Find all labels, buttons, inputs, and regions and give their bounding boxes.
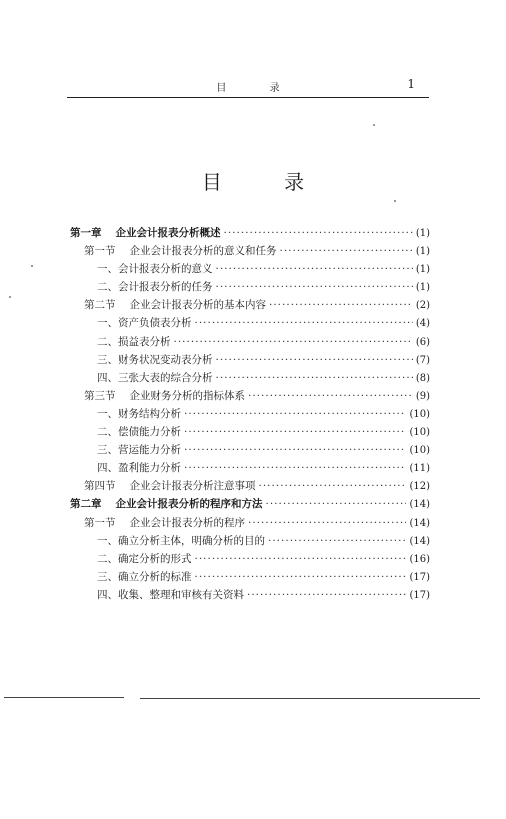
- toc-entry: [70, 261, 430, 279]
- scan-speck: [9, 296, 11, 298]
- toc-entry-title: 二、偿债能力分析: [97, 426, 181, 439]
- scan-speck: [373, 124, 375, 126]
- toc-entry-title: 二、会计报表分析的任务: [97, 281, 213, 294]
- dot-leader: [280, 245, 413, 257]
- toc-entry-page: (2): [415, 300, 430, 312]
- toc-entry-page: (9): [415, 390, 430, 402]
- toc-entry-title: 企业财务分析的指标体系: [129, 389, 245, 402]
- dot-leader: [247, 589, 406, 601]
- toc-entry: [70, 551, 430, 569]
- toc-entry-title: 一、资产负债表分析: [97, 317, 192, 330]
- toc-entry: [70, 334, 430, 352]
- dot-leader: [216, 372, 413, 384]
- toc-entry: [70, 225, 430, 243]
- scan-speck: [394, 200, 396, 202]
- dot-leader: [184, 426, 406, 438]
- toc-entry-label: [97, 424, 181, 439]
- toc-entry-label: [97, 334, 171, 349]
- toc-entry-page: (8): [415, 372, 430, 384]
- toc-entry-title: 四、盈利能力分析: [97, 462, 181, 475]
- toc-entry-page: (11): [409, 463, 430, 475]
- toc-entry: [70, 388, 430, 406]
- dot-leader: [184, 462, 406, 474]
- toc-entry-page: (1): [415, 282, 430, 294]
- toc-entry-page: (12): [409, 481, 430, 493]
- toc-entry: [70, 406, 430, 424]
- toc-entry: [70, 297, 430, 315]
- dot-leader: [174, 336, 413, 348]
- running-header: [67, 77, 429, 95]
- toc-entry-page: (10): [409, 445, 430, 457]
- toc-entry: [70, 279, 430, 297]
- dot-leader: [259, 480, 407, 492]
- dot-leader: [266, 498, 407, 510]
- dot-leader: [248, 390, 413, 402]
- toc-entry-page: (16): [409, 553, 430, 565]
- toc-entry-label: [70, 496, 263, 511]
- footer-rule-right: [140, 698, 480, 699]
- dot-leader: [269, 299, 413, 311]
- toc-entry-page: (1): [415, 246, 430, 258]
- toc-entry-number: 第三节: [84, 389, 116, 402]
- page-number: 1: [407, 77, 415, 91]
- dot-leader: [195, 571, 407, 583]
- dot-leader: [216, 354, 413, 366]
- toc-entry-title: 一、财务结构分析: [97, 407, 181, 420]
- toc-entry: [70, 460, 430, 478]
- toc-entry-title: 一、会计报表分析的意义: [97, 263, 213, 276]
- running-title: 目 录: [216, 83, 300, 94]
- toc-entry-label: [97, 315, 192, 330]
- toc-entry-label: [97, 551, 192, 566]
- toc-entry: [70, 569, 430, 587]
- toc-entry-number: 第一章: [70, 227, 102, 239]
- toc-entry-label: [97, 533, 265, 548]
- toc-entry-page: (14): [409, 517, 430, 529]
- footer-rule-left: [4, 697, 124, 698]
- dot-leader: [184, 444, 406, 456]
- dot-leader: [195, 553, 407, 565]
- toc-entry-label: [84, 243, 277, 258]
- toc-entry-number: 第四节: [84, 480, 116, 493]
- toc-entry-page: (1): [415, 264, 430, 276]
- toc-entry: [70, 352, 430, 370]
- toc-entry: [70, 478, 430, 496]
- toc-entry-page: (7): [415, 354, 430, 366]
- toc-entry-label: [97, 587, 244, 602]
- toc-entry-label: [97, 352, 213, 367]
- toc-title: 目 录: [201, 170, 333, 195]
- toc-entry-label: [97, 460, 181, 475]
- toc-entry-title: 三、营运能力分析: [97, 444, 181, 457]
- toc-entry-label: [84, 297, 266, 312]
- toc-entry-page: (17): [409, 589, 430, 601]
- toc-entry-label: [97, 569, 192, 584]
- toc-entry-label: [70, 225, 221, 240]
- toc-entry-label: [84, 478, 256, 493]
- toc-entry-label: [84, 515, 245, 530]
- toc-entry-page: (4): [415, 318, 430, 330]
- toc-entry-title: 企业会计报表分析注意事项: [129, 480, 256, 493]
- toc-entry-title: 二、损益表分析: [97, 335, 171, 348]
- header-rule: [67, 97, 429, 98]
- toc-entry-label: [97, 406, 181, 421]
- toc-entry-title: 一、确立分析主体，明确分析的目的: [97, 534, 265, 547]
- toc-entry-label: [84, 388, 245, 403]
- toc-entry-number: 第二章: [70, 498, 102, 511]
- toc-entry: [70, 515, 430, 533]
- toc-entry: [70, 243, 430, 261]
- toc-entry-page: (1): [415, 228, 430, 239]
- toc-entry-number: 第二节: [84, 299, 116, 312]
- dot-leader: [195, 317, 413, 329]
- toc-entry: [70, 315, 430, 333]
- table-of-contents: [70, 225, 430, 605]
- toc-entry-page: (17): [409, 571, 430, 583]
- toc-entry-label: [97, 279, 213, 294]
- dot-leader: [184, 408, 406, 420]
- dot-leader: [224, 227, 413, 239]
- toc-entry-number: 第一节: [84, 245, 116, 258]
- toc-entry-title: 四、三张大表的综合分析: [97, 371, 213, 384]
- toc-entry-title: 企业会计报表分析的意义和任务: [129, 245, 277, 258]
- toc-entry-title: 二、确定分析的形式: [97, 552, 192, 565]
- dot-leader: [248, 517, 406, 529]
- toc-entry-title: 三、确立分析的标准: [97, 570, 192, 583]
- dot-leader: [216, 281, 413, 293]
- dot-leader: [268, 535, 406, 547]
- scan-speck: [31, 265, 33, 267]
- toc-entry: [70, 496, 430, 514]
- toc-entry: [70, 587, 430, 605]
- toc-entry-title: 企业会计报表分析的程序: [129, 516, 245, 529]
- toc-entry-label: [97, 442, 181, 457]
- toc-entry-title: 四、收集、整理和审核有关资料: [97, 588, 244, 601]
- dot-leader: [216, 263, 413, 275]
- toc-entry-number: 第一节: [84, 516, 116, 529]
- toc-entry-title: 企业会计报表分析的基本内容: [129, 299, 266, 312]
- toc-entry-page: (14): [409, 535, 430, 547]
- toc-entry: [70, 424, 430, 442]
- toc-entry-label: [97, 261, 213, 276]
- toc-entry: [70, 442, 430, 460]
- toc-entry-page: (10): [409, 427, 430, 439]
- toc-entry: [70, 533, 430, 551]
- toc-entry: [70, 370, 430, 388]
- toc-entry-page: (14): [409, 499, 430, 511]
- toc-entry-title: 企业会计报表分析概述: [115, 227, 221, 239]
- toc-entry-title: 三、财务状况变动表分析: [97, 353, 213, 366]
- toc-entry-title: 企业会计报表分析的程序和方法: [115, 498, 263, 511]
- toc-entry-label: [97, 370, 213, 385]
- toc-entry-page: (10): [409, 408, 430, 420]
- toc-entry-page: (6): [415, 336, 430, 348]
